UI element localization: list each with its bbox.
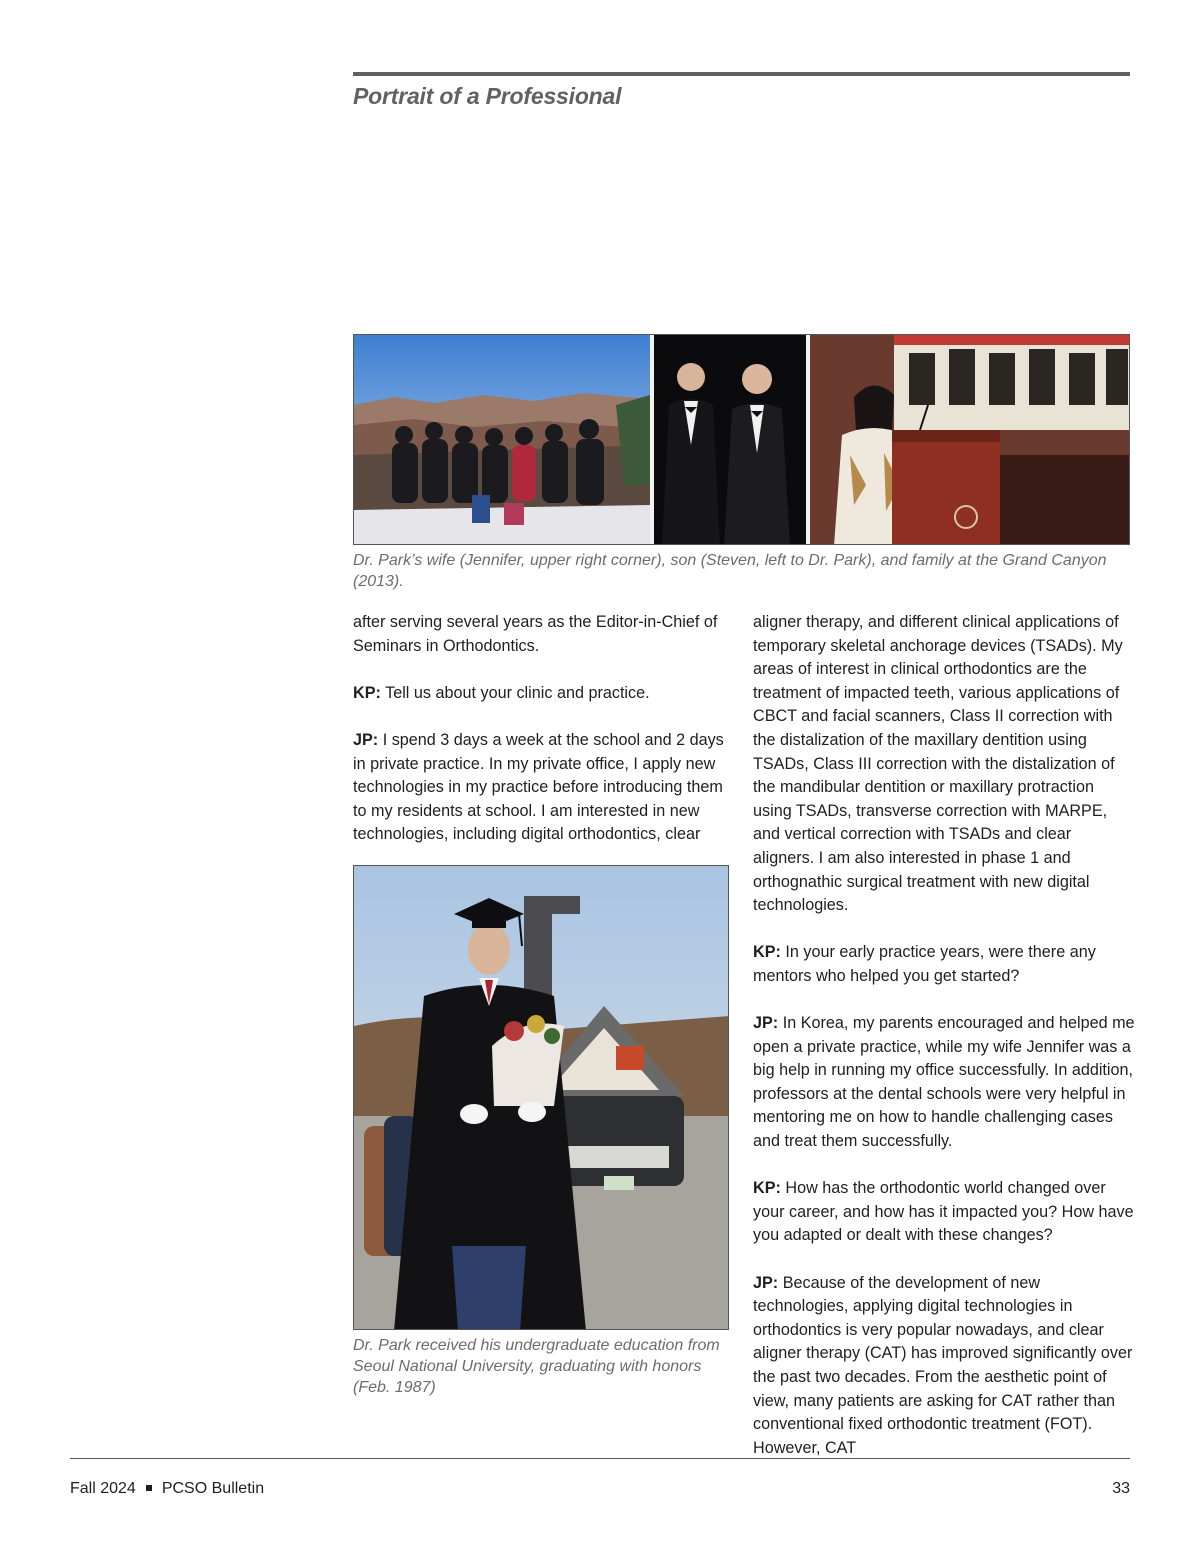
bottom-rule: [70, 1458, 1130, 1459]
paragraph-text: Because of the development of new technologies, applying digital technologies in orthodontics is very popular nowadays, and clear aligner therapy (CAT) has improved significantly over the past two decades. From the aesthetic point of view, many patients are asking for CAT rather than conventional fixed orthodontic treatment (FOT). However, CAT: [753, 1273, 1133, 1457]
speaker-tag: JP:: [353, 730, 379, 749]
footer-publication: PCSO Bulletin: [161, 1480, 265, 1497]
paragraph-text: In Korea, my parents encouraged and helped me open a private practice, while my wife Jennifer was a big help in running my office successfully. In addition, professors at the dental schools were very helpful in mentoring me on how to handle challenging cases and treat them successfully.: [753, 1014, 1135, 1151]
speaker-tag: KP:: [753, 943, 781, 962]
paragraph-text: after serving several years as the Editor-in-Chief of Seminars in Orthodontics.: [353, 613, 718, 655]
speaker-tag: KP:: [753, 1179, 781, 1198]
paragraph: [753, 941, 1135, 988]
right-text-column: [753, 611, 1135, 1484]
top-rule: [353, 72, 1130, 76]
square-bullet-icon: [146, 1485, 152, 1491]
paragraph-text: aligner therapy, and different clinical applications of temporary skeletal anchorage devices (TSADs). My areas of interest in clinical orthodontics are the treatment of impacted teeth, various applications of CBCT and facial scanners, Class II correction with the distalization of the maxillary dentition using TSADs, Class III correction with the distalization of the mandibular dentition or maxillary protraction using TSADs, transverse correction with MARPE, and vertical correction with TSADs and clear aligners. I am also interested in phase 1 and orthognathic surgical treatment with new digital technologies.: [753, 613, 1123, 915]
paragraph-text: How has the orthodontic world changed over your career, and how has it impacted you? How have you adapted or dealt with these changes?: [753, 1179, 1134, 1245]
tuxedo-portrait-photo: [654, 335, 806, 545]
podium-speech-photo: [810, 335, 1130, 545]
paragraph: [353, 729, 731, 847]
section-title: Portrait of a Professional: [353, 83, 622, 109]
paragraph: [753, 611, 1135, 918]
footer-issue-date: Fall 2024: [70, 1480, 136, 1497]
paragraph: [753, 1177, 1135, 1248]
paragraph-text: Tell us about your clinic and practice.: [380, 683, 650, 702]
left-text-column: [353, 611, 731, 871]
paragraph: [753, 1272, 1135, 1461]
graduation-photo-caption: Dr. Park received his undergraduate education from Seoul National University, graduating with honors (Feb. 1987): [353, 1337, 720, 1396]
graduation-photo: [353, 865, 729, 1330]
speaker-tag: KP:: [353, 683, 381, 702]
paragraph: [353, 611, 731, 658]
photo-strip-caption: Dr. Park’s wife (Jennifer, upper right corner), son (Steven, left to Dr. Park), and family at the Grand Canyon (2013).: [353, 552, 1107, 590]
paragraph: [353, 682, 731, 706]
grand-canyon-family-photo: [354, 335, 650, 545]
paragraph: [753, 1012, 1135, 1154]
footer-issue: [70, 1480, 264, 1498]
speaker-tag: JP:: [753, 1273, 779, 1292]
speaker-tag: JP:: [753, 1014, 779, 1033]
paragraph-text: I spend 3 days a week at the school and 2 days in private practice. In my private office, I apply new technologies in my practice before introducing them to my residents at school. I am interested in new technologies, including digital orthodontics, clear: [353, 730, 724, 844]
page-number: 33: [1112, 1480, 1130, 1497]
paragraph-text: In your early practice years, were there any mentors who helped you get started?: [753, 943, 1096, 985]
photo-strip: [353, 334, 1130, 545]
